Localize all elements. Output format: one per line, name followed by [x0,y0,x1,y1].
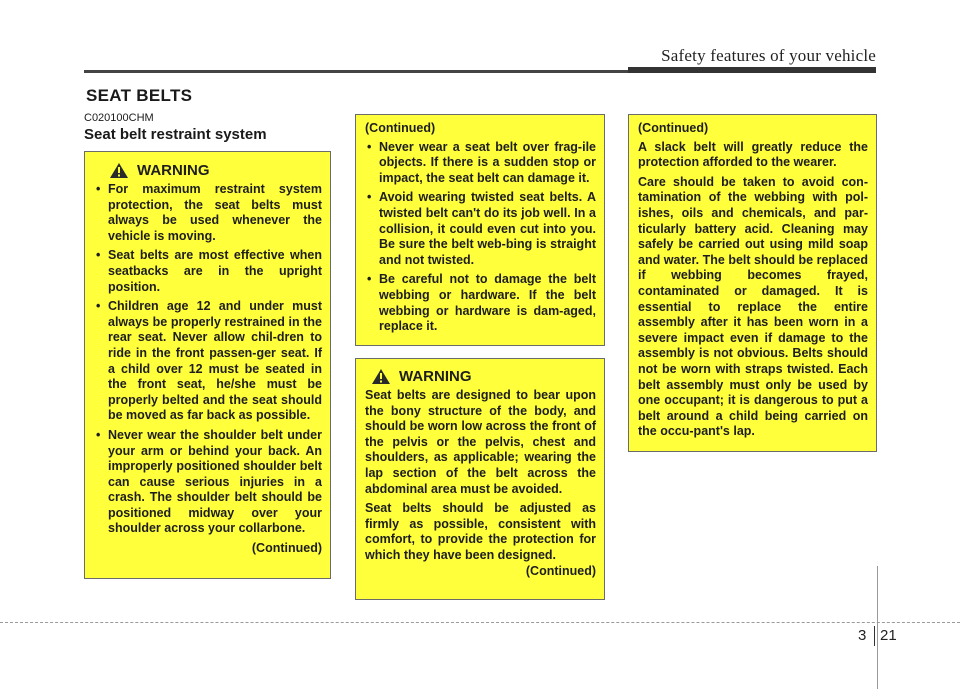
list-item: • For maximum restraint system protection, the seat belts must always be used whenever the vehicle is moving. [94,182,322,244]
list-item: • Be careful not to damage the belt webbing or hardware. If the belt webbing or hardware is dam-aged, replace it. [365,272,596,334]
list-item: • Never wear a seat belt over frag-ile objects. If there is a sudden stop or impact, the seat belt can damage it. [365,140,596,187]
section-title: SEAT BELTS [86,86,193,105]
paragraph: Seat belts should be adjusted as firmly as possible, consistent with comfort, to provide the protection for which they have been designed. [365,501,596,562]
warning-triangle-icon [371,368,391,385]
warning-box-1 [84,151,331,579]
page-header-title: Safety features of your vehicle [661,46,876,65]
warning-heading [109,162,322,179]
continued-box-4 [628,114,877,452]
section-code: C020100CHM [84,112,154,124]
subheading: Seat belt restraint system [84,126,267,143]
paragraph: Care should be taken to avoid con-tamination of the webbing with pol-ishes, oils and chemicals, and par-ticularly battery acid. Cleaning may safely be carried out using mild soap and water. The belt should be replaced if webbing becomes frayed, contaminated or damaged. It is essential to replace the entire assembly after it has been worn in a severe impact even if damage to the assembly is not obvious. Belts should not be worn with straps twisted. Each belt assembly must only be used by one occupant; it is dangerous to put a belt around a child being carried on the occu-pant's lap. [638,174,868,439]
list-item: • Avoid wearing twisted seat belts. A twisted belt can't do its job well. In a collision, it could even cut into you. Be sure the belt web-bing is straight and not twisted. [365,190,596,268]
page-number-divider [874,626,875,646]
continued-box-2 [355,114,605,346]
footer-dashed-rule [0,622,960,623]
continued-label: (Continued) [525,563,596,578]
continued-label: (Continued) [251,541,322,556]
warning-label: WARNING [399,367,472,385]
list-item: • Seat belts are most effective when seatbacks are in the upright position. [94,248,322,295]
paragraph: A slack belt will greatly reduce the protection afforded to the wearer. [638,139,868,170]
page-number: 21 [880,627,897,644]
continued-label: (Continued) [638,121,709,135]
footer-vertical-rule [877,566,878,689]
chapter-number: 3 [858,627,867,644]
paragraph: Seat belts are designed to bear upon the bony structure of the body, and should be worn low across the front of the pelvis or the pelvis, chest and shoulders, as applicable; wearing the lap section of the belt across the abdominal area must be avoided. [365,388,596,496]
warning-triangle-icon [109,162,129,179]
warning-label: WARNING [137,161,210,179]
list-item: • Never wear the shoulder belt under your arm or behind your back. An improperly positioned shoulder belt can cause serious injuries in a crash. The shoulder belt should be positioned midway over your shoulder across your collarbone. [94,428,322,537]
header-rule-accent [628,67,876,73]
warning-heading [371,368,596,385]
warning-box-3 [355,358,605,600]
list-item: • Children age 12 and under must always be properly restrained in the rear seat. Never allow chil-dren to ride in the front passen-ger seat. If a child over 12 must be seated in the front seat, he/she must be properly belted and the seat should be moved as far back as possible. [94,299,322,424]
continued-label: (Continued) [365,121,436,135]
